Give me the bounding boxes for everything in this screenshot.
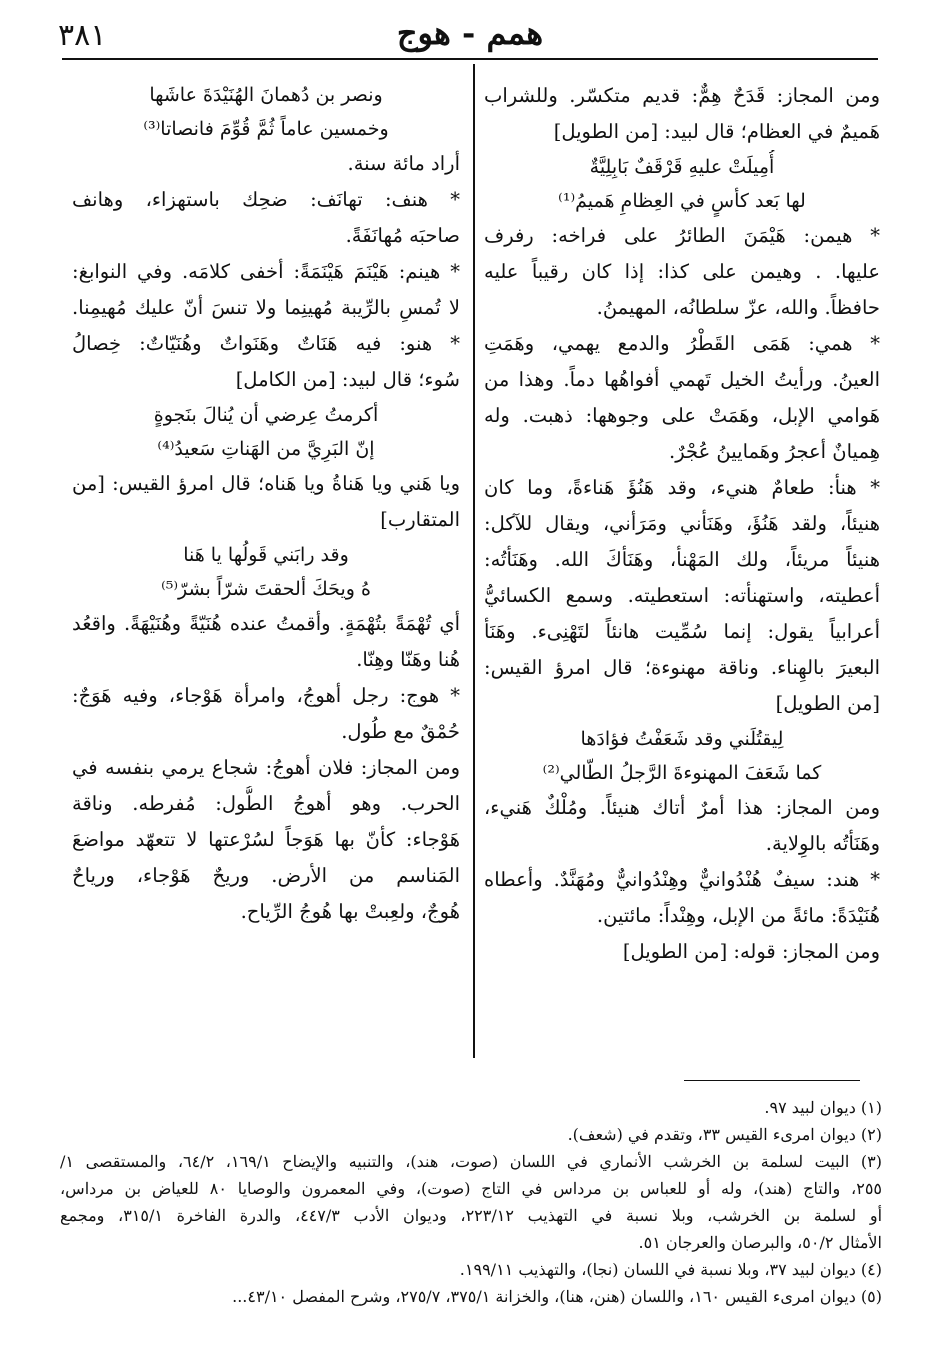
verse-line: أُمِيلَتْ عليهِ قَرْقَفٌ بَابِلِيَّةٌ	[589, 156, 775, 178]
text-line: وهَنَأتُه بالوِلاية.	[765, 832, 880, 855]
verse-line: ونصر بن دُهمانَ الهُنَيْدَةَ عاشَها	[149, 84, 383, 106]
text-line: [من الطويل]	[775, 692, 880, 715]
text-line: هِميانٌ أعجرُ وهَمايينُ عُجْرٌ.	[669, 440, 880, 463]
text-line: هَوْجاء: كأنّ بها هَوَجاً لسُرْعتها لا تتعهّد مواضعَ	[72, 828, 460, 851]
text-line: * هنأ: طعامٌ هنيء، وقد هَنُؤَ هَناءةً، وما كان	[484, 476, 880, 499]
text-line: * همي: هَمَى القَطْرُ والدمع يهمي، وهَمَتِ	[484, 332, 880, 355]
footnote-line: الأمثال ٥٠/٢، والبرصان والعرجان ٥١.	[638, 1233, 882, 1252]
text-line: العينُ. ورأيتُ الخيل تَهمي أفواهُها دماً. وهذا من	[484, 368, 880, 391]
text-line: * هنف: تهانَف: ضحِك باستهزاء، وهانف	[72, 188, 460, 211]
text-line: * هند: سيفٌ هُنْدُوانيٌّ وهِنْدُوانيٌّ ومُهَنَّدٌ. وأعطاه	[484, 868, 880, 891]
footnotes	[60, 1094, 882, 1310]
verse-line: أكرمتُ عِرضي أن يُنالَ بنَجوةٍ	[153, 404, 379, 426]
footnote-line: (١) ديوان لبيد ٩٧.	[764, 1098, 882, 1117]
text-line: ومن المجاز: قوله: [من الطويل]	[622, 940, 880, 963]
text-line: هُوجٌ، ولعِبتْ بها هُوجُ الرِّياح.	[240, 900, 460, 923]
text-line: ومن المجاز: فلان أهوجُ: شجاع يرمي بنفسه في	[72, 756, 460, 779]
text-line: هَميمٌ في العظام؛ قال لبيد: [من الطويل]	[553, 120, 880, 143]
right-column	[484, 78, 880, 970]
text-line: أراد مائة سنة.	[347, 152, 460, 175]
text-line: * هينم: هَيْنَمَ هَيْنَمَةً: أخفى كلامَه. وفي النوابغ:	[72, 260, 460, 283]
text-line: الحرب. وهو أهوجُ الطُّول: مُفرطه. وناقة	[72, 792, 460, 815]
text-line: صاحبَه مُهانَفَةً.	[345, 224, 460, 247]
footnote-line: (٤) ديوان لبيد ٣٧، وبلا نسبة في اللسان (نجا)، والتهذيب ١٩٩/١١.	[459, 1260, 882, 1279]
text-line: هنيئاً، ولقد هَنُؤَ، وهَنَأني ومَرَأني، ويقال للآكل:	[484, 512, 880, 535]
text-line: المتقارب]	[380, 508, 460, 531]
footnote-line: (٢) ديوان امرىء القيس ٣٣، وتقدم في (شعف).	[567, 1125, 882, 1144]
text-line: ويا هَني ويا هَناةُ ويا هَناه؛ قال امرؤ القيس: [من	[72, 472, 460, 495]
footnote-line: (٥) ديوان امرىء القيس ١٦٠، واللسان (هنن، هنا)، والخزانة ٣٧٥/١، ٢٧٥/٧، وشرح المفصل ٤٣/١٠...	[232, 1287, 882, 1306]
text-line: سُوء؛ قال لبيد: [من الكامل]	[235, 368, 460, 391]
page-number: ٣٨١	[58, 18, 107, 53]
running-title: همم - هوج	[396, 14, 544, 52]
text-line: أعطيته، واستهنأته: استعطيته. وسمع الكسائيُّ	[484, 584, 880, 607]
column-divider	[473, 64, 475, 1058]
text-line: ومن المجاز: قَدَحٌ هِمٌّ: قديم متكسّر. وللشراب	[484, 84, 880, 107]
verse-line: وقد رابَني قَولُها يا هَنا	[183, 544, 349, 566]
text-line: * هوج: رجل أهوجُ، وامرأة هَوْجاء، وفيه هَوَجٌ:	[72, 684, 460, 707]
left-column	[72, 78, 460, 930]
text-line: هنيئاً مريئاً، ولك المَهْنأ، وهَنَأكَ الله. وهَنَأتُه:	[484, 548, 880, 571]
text-line: أي تُهْمَةً بتُهْمَةٍ. وأقمتُ عنده هُنَيّةً وهُنَيْهَةً. واقعُد	[72, 612, 460, 635]
text-line: هُنَيْدَةً: مائةً من الإبل، وهِنْداً: مائتين.	[596, 904, 880, 927]
text-line: المَناسم من الأرض. وريحٌ هَوْجاء، ورياحٌ	[72, 864, 460, 887]
text-line: أعرابياً يقول: إنما سُمِّيت هانئاً لتَهْنِىء. وهَنَأ	[484, 620, 880, 643]
verse-line: هُ ويحَكَ ألحقتَ شرّاً بشرّ⁽⁵⁾	[161, 578, 371, 600]
verse-line: لِيقتُلَني وقد شَعَفْتُ فؤادَها	[580, 728, 784, 750]
text-line: ومن المجاز: هذا أمرٌ أتاك هنيئاً. ومُلْكٌ هَنيء،	[484, 796, 880, 819]
text-line: هُنا وهَنّا وهِنّا.	[356, 648, 460, 671]
verse-line: إنّ البَرِيَّ من الهَناتِ سَعيدُ⁽⁴⁾	[157, 438, 375, 460]
verse-line: وخمسين عاماً ثُمَّ قُوِّمَ فانصاتا⁽³⁾	[143, 118, 389, 140]
footnote-rule	[684, 1080, 860, 1081]
verse-line: لها بَعد كأسٍ في العِظامِ هَميمُ⁽¹⁾	[558, 190, 806, 212]
text-line: هَوامي الإبل، وهَمَتْ على وجوهها: ذهبت. وله	[484, 404, 880, 427]
footnote-line: (٣) البيت لسلمة بن الخرشب الأنماري في اللسان (صوت، هند)، والتنبيه والإيضاح ١٦٩/١، ٦٤/٢، والمستقصى ١/	[60, 1152, 882, 1171]
verse-line: كما شَعَفَ المهنوءةَ الرَّجلُ الطّالي⁽²⁾	[542, 762, 822, 784]
header-rule	[62, 58, 878, 60]
text-line: لا تُمسِ بالرِّيبة مُهينِما ولا تنسَ أنّ عليك مُهيمِنا.	[72, 296, 460, 319]
footnote-line: أو لسلمة بن الخرشب، وبلا نسبة في التهذيب ٢٢٣/١٢، وديوان الأدب ٤٤٧/٣، والدرة الفاخرة ٣١٥/١، ومجمع	[60, 1206, 882, 1225]
text-line: حُمْقٌ مع طُول.	[341, 720, 460, 743]
text-line: حافظاً. والله، عزّ سلطانُه، المهيمنُ.	[596, 296, 880, 319]
text-line: * هيمن: هَيْمَنَ الطائرُ على فراخه: رفرف	[484, 224, 880, 247]
text-line: عليها. . وهيمن على كذا: إذا كان رقيباً عليه	[484, 260, 880, 283]
text-line: * هنو: فيه هَنَاتٌ وهَنَواتٌ وهُنَيّاتٌ: خِصالُ	[72, 332, 460, 355]
page-header	[58, 14, 882, 60]
footnote-line: ٢٥٥، والتاج (هند)، وله أو للعباس بن مرداس في التاج (صوت)، وفي المعمرون والوصايا ٨٠ للعياض بن مرداس،	[60, 1179, 882, 1198]
text-line: البعيرَ بالهِناء. وناقة مهنوءة؛ قال امرؤ القيس:	[484, 656, 880, 679]
